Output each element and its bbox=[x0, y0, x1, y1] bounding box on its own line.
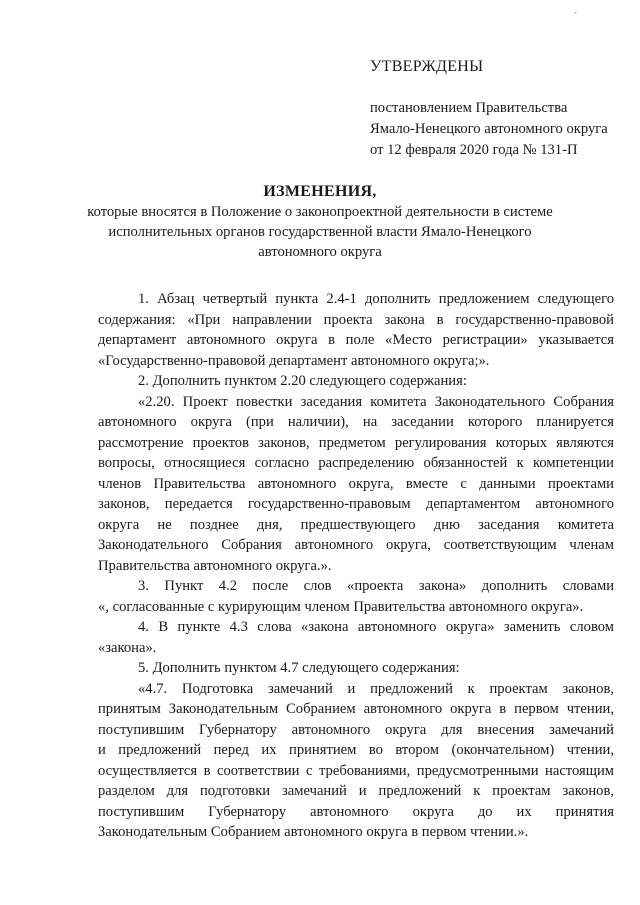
body-line: 1. Абзац четвертый пункта 2.4-1 дополнить предложением следующего bbox=[138, 291, 614, 307]
body-line: Правительства автономного округа.». bbox=[98, 557, 332, 574]
body-line: 2. Дополнить пунктом 2.20 следующего содержания: bbox=[138, 373, 467, 389]
body-line: департамент автономного округа в поле «Место регистрации» указывается bbox=[98, 332, 614, 348]
body-line: разделом для подготовки замечаний и предложений к проектам законов, bbox=[98, 783, 614, 799]
approval-line: постановлением Правительства bbox=[370, 100, 568, 116]
document-subtitle bbox=[0, 202, 640, 262]
body-line: «закона». bbox=[98, 639, 157, 656]
body-line: законов, передается государственно-правовым департаментом автономного bbox=[98, 496, 614, 512]
body-line: «2.20. Проект повестки заседания комитета Законодательного Собрания bbox=[138, 393, 614, 410]
body-line: осуществляется в соответствии с требованиями, предусмотренными настоящим bbox=[98, 762, 614, 779]
body-line: вопросы, относящиеся согласно распределению обязанностей к компетенции bbox=[98, 455, 614, 471]
body-line: и предложений перед их принятием во втором (окончательном) чтении, bbox=[98, 742, 614, 758]
body-line: автономного округа (при наличии), на заседании которого планируется bbox=[98, 414, 614, 430]
body-line: «, согласованные с курирующим членом Правительства автономного округа». bbox=[98, 598, 584, 615]
body-line: поступившим Губернатору автономного округа до их принятия bbox=[98, 803, 614, 820]
body-line: рассмотрение проектов законов, предметом регулирования которых являются bbox=[98, 434, 614, 451]
body-line: 5. Дополнить пунктом 4.7 следующего содержания: bbox=[138, 660, 460, 676]
body-line: содержания: «При направлении проекта закона в государственно-правовой bbox=[98, 311, 614, 328]
body-line: поступившим Губернатору автономного округа для внесения замечаний bbox=[98, 721, 614, 738]
subtitle-line: которые вносятся в Положение о законопроектной деятельности в системе bbox=[87, 204, 553, 220]
body-line: принятым Законодательным Собранием автономного округа в первом чтении, bbox=[98, 701, 614, 717]
body-line: членов Правительства автономного округа, вместе с данными проектами bbox=[98, 475, 614, 492]
approval-line: от 12 февраля 2020 года № 131-П bbox=[370, 142, 578, 158]
body-line: 3. Пункт 4.2 после слов «проекта закона» дополнить словами bbox=[138, 578, 614, 594]
approval-title: УТВЕРЖДЕНЫ bbox=[370, 58, 484, 75]
subtitle-line: автономного округа bbox=[258, 244, 382, 260]
document-title: ИЗМЕНЕНИЯ, bbox=[263, 183, 377, 200]
body-line: «Государственно-правовой департамент автономного округа;». bbox=[98, 352, 490, 369]
approval-line: Ямало-Ненецкого автономного округа bbox=[370, 121, 608, 137]
body-line: округа не позднее дня, предшествующего дню заседания комитета bbox=[98, 516, 614, 533]
body-line: Законодательным Собранием автономного округа в первом чтении.». bbox=[98, 824, 529, 840]
document-body bbox=[98, 289, 614, 843]
body-line: «4.7. Подготовка замечаний и предложений к проектам законов, bbox=[138, 680, 614, 697]
body-line: Законодательного Собрания автономного округа, соответствующим членам bbox=[98, 537, 614, 553]
approval-block bbox=[370, 98, 608, 161]
corner-mark: - bbox=[574, 8, 577, 17]
subtitle-line: исполнительных органов государственной власти Ямало-Ненецкого bbox=[108, 224, 532, 240]
body-line: 4. В пункте 4.3 слова «закона автономного округа» заменить словом bbox=[138, 619, 614, 635]
